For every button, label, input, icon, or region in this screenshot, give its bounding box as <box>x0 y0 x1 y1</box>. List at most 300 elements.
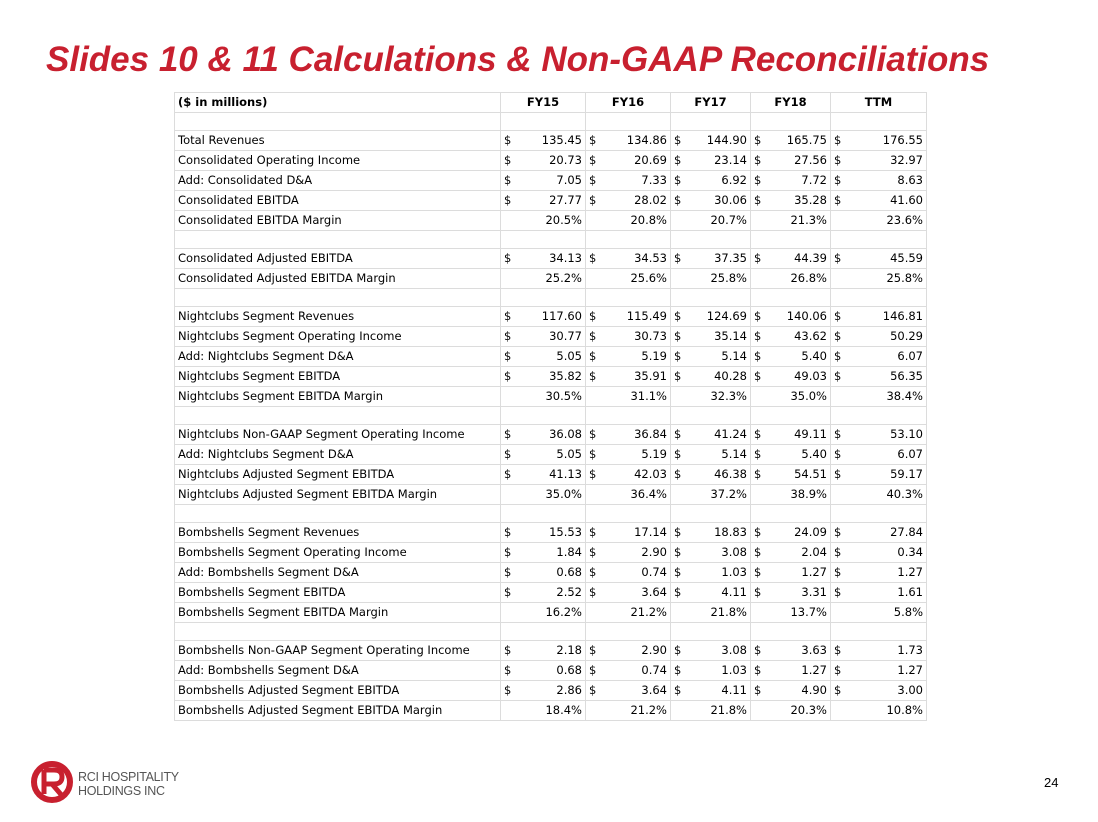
value-cell: 146.81 <box>847 307 927 327</box>
value-cell: 2.18 <box>517 641 586 661</box>
table-row <box>175 387 927 407</box>
table-row <box>175 191 927 211</box>
currency-symbol: $ <box>501 563 517 583</box>
value-cell: 1.27 <box>847 563 927 583</box>
value-cell: 42.03 <box>602 465 671 485</box>
value-cell: 3.64 <box>602 681 671 701</box>
currency-symbol: $ <box>501 465 517 485</box>
value-cell: 124.69 <box>687 307 751 327</box>
table-row <box>175 465 927 485</box>
currency-symbol: $ <box>751 543 767 563</box>
currency-symbol: $ <box>831 523 847 543</box>
spacer-cell <box>671 623 751 641</box>
currency-symbol: $ <box>831 151 847 171</box>
value-cell: 165.75 <box>767 131 831 151</box>
table-row <box>175 425 927 445</box>
spacer-cell <box>175 231 501 249</box>
percent-cell: 16.2% <box>501 603 586 623</box>
value-cell: 2.86 <box>517 681 586 701</box>
currency-symbol: $ <box>586 425 602 445</box>
value-cell: 135.45 <box>517 131 586 151</box>
value-cell: 37.35 <box>687 249 751 269</box>
spacer-cell <box>586 289 671 307</box>
value-cell: 1.03 <box>687 661 751 681</box>
value-cell: 140.06 <box>767 307 831 327</box>
percent-cell: 21.8% <box>671 701 751 721</box>
spacer-row <box>175 623 927 641</box>
currency-symbol: $ <box>671 347 687 367</box>
row-label: Nightclubs Adjusted Segment EBITDA <box>175 465 501 485</box>
spacer-cell <box>586 231 671 249</box>
value-cell: 144.90 <box>687 131 751 151</box>
spacer-cell <box>831 407 927 425</box>
slide-title: Slides 10 & 11 Calculations & Non-GAAP Reconciliations <box>46 40 990 79</box>
value-cell: 41.24 <box>687 425 751 445</box>
value-cell: 5.19 <box>602 445 671 465</box>
currency-symbol: $ <box>751 347 767 367</box>
value-cell: 40.28 <box>687 367 751 387</box>
value-cell: 6.07 <box>847 347 927 367</box>
currency-symbol: $ <box>831 583 847 603</box>
spacer-cell <box>831 231 927 249</box>
value-cell: 18.83 <box>687 523 751 543</box>
spacer-cell <box>751 407 831 425</box>
table-row <box>175 307 927 327</box>
value-cell: 2.90 <box>602 641 671 661</box>
value-cell: 0.68 <box>517 563 586 583</box>
percent-cell: 13.7% <box>751 603 831 623</box>
currency-symbol: $ <box>831 445 847 465</box>
table-row <box>175 131 927 151</box>
value-cell: 1.73 <box>847 641 927 661</box>
value-cell: 1.27 <box>767 563 831 583</box>
currency-symbol: $ <box>751 661 767 681</box>
currency-symbol: $ <box>671 425 687 445</box>
value-cell: 117.60 <box>517 307 586 327</box>
value-cell: 1.27 <box>847 661 927 681</box>
value-cell: 3.31 <box>767 583 831 603</box>
value-cell: 35.82 <box>517 367 586 387</box>
currency-symbol: $ <box>586 523 602 543</box>
row-label: Nightclubs Adjusted Segment EBITDA Margin <box>175 485 501 505</box>
percent-cell: 25.8% <box>671 269 751 289</box>
currency-symbol: $ <box>751 583 767 603</box>
value-cell: 8.63 <box>847 171 927 191</box>
value-cell: 41.60 <box>847 191 927 211</box>
value-cell: 53.10 <box>847 425 927 445</box>
value-cell: 1.03 <box>687 563 751 583</box>
currency-symbol: $ <box>586 563 602 583</box>
percent-cell: 21.8% <box>671 603 751 623</box>
value-cell: 5.40 <box>767 445 831 465</box>
spacer-cell <box>586 407 671 425</box>
spacer-cell <box>751 231 831 249</box>
percent-cell: 35.0% <box>751 387 831 407</box>
row-label: Add: Bombshells Segment D&A <box>175 661 501 681</box>
currency-symbol: $ <box>751 641 767 661</box>
spacer-row <box>175 289 927 307</box>
row-label: Consolidated Adjusted EBITDA <box>175 249 501 269</box>
value-cell: 49.11 <box>767 425 831 445</box>
value-cell: 32.97 <box>847 151 927 171</box>
value-cell: 4.11 <box>687 583 751 603</box>
spacer-cell <box>501 289 586 307</box>
value-cell: 34.13 <box>517 249 586 269</box>
spacer-cell <box>831 289 927 307</box>
percent-cell: 25.2% <box>501 269 586 289</box>
spacer-cell <box>175 623 501 641</box>
currency-symbol: $ <box>671 131 687 151</box>
row-label: Bombshells Segment EBITDA Margin <box>175 603 501 623</box>
currency-symbol: $ <box>586 347 602 367</box>
value-cell: 27.84 <box>847 523 927 543</box>
currency-symbol: $ <box>586 249 602 269</box>
currency-symbol: $ <box>831 641 847 661</box>
currency-symbol: $ <box>501 661 517 681</box>
spacer-row <box>175 231 927 249</box>
logo-line-1: RCI HOSPITALITY <box>78 770 179 784</box>
percent-cell: 20.7% <box>671 211 751 231</box>
table-body <box>175 113 927 721</box>
row-label: Add: Nightclubs Segment D&A <box>175 347 501 367</box>
value-cell: 7.05 <box>517 171 586 191</box>
value-cell: 3.08 <box>687 543 751 563</box>
value-cell: 5.14 <box>687 445 751 465</box>
row-label: Consolidated EBITDA Margin <box>175 211 501 231</box>
currency-symbol: $ <box>501 131 517 151</box>
currency-symbol: $ <box>751 307 767 327</box>
currency-symbol: $ <box>586 151 602 171</box>
spacer-cell <box>501 231 586 249</box>
row-label: Nightclubs Segment EBITDA <box>175 367 501 387</box>
value-cell: 5.40 <box>767 347 831 367</box>
row-label: Add: Bombshells Segment D&A <box>175 563 501 583</box>
table-row <box>175 701 927 721</box>
spacer-cell <box>751 623 831 641</box>
spacer-cell <box>175 113 501 131</box>
currency-symbol: $ <box>586 445 602 465</box>
value-cell: 0.74 <box>602 563 671 583</box>
currency-symbol: $ <box>671 523 687 543</box>
currency-symbol: $ <box>831 131 847 151</box>
value-cell: 27.77 <box>517 191 586 211</box>
percent-cell: 35.0% <box>501 485 586 505</box>
spacer-cell <box>751 113 831 131</box>
currency-symbol: $ <box>586 681 602 701</box>
currency-symbol: $ <box>751 191 767 211</box>
currency-symbol: $ <box>751 327 767 347</box>
value-cell: 49.03 <box>767 367 831 387</box>
currency-symbol: $ <box>751 249 767 269</box>
currency-symbol: $ <box>501 347 517 367</box>
currency-symbol: $ <box>501 681 517 701</box>
currency-symbol: $ <box>671 367 687 387</box>
value-cell: 27.56 <box>767 151 831 171</box>
row-label: Bombshells Adjusted Segment EBITDA <box>175 681 501 701</box>
value-cell: 3.08 <box>687 641 751 661</box>
value-cell: 3.64 <box>602 583 671 603</box>
value-cell: 2.04 <box>767 543 831 563</box>
value-cell: 0.34 <box>847 543 927 563</box>
value-cell: 30.77 <box>517 327 586 347</box>
currency-symbol: $ <box>831 171 847 191</box>
percent-cell: 31.1% <box>586 387 671 407</box>
currency-symbol: $ <box>751 465 767 485</box>
currency-symbol: $ <box>751 131 767 151</box>
rci-logo-mark-icon <box>30 758 78 808</box>
value-cell: 7.72 <box>767 171 831 191</box>
currency-symbol: $ <box>586 131 602 151</box>
currency-symbol: $ <box>831 563 847 583</box>
currency-symbol: $ <box>501 171 517 191</box>
percent-cell: 21.3% <box>751 211 831 231</box>
percent-cell: 21.2% <box>586 701 671 721</box>
currency-symbol: $ <box>501 249 517 269</box>
currency-symbol: $ <box>501 543 517 563</box>
currency-symbol: $ <box>586 543 602 563</box>
value-cell: 1.84 <box>517 543 586 563</box>
value-cell: 35.91 <box>602 367 671 387</box>
currency-symbol: $ <box>501 151 517 171</box>
value-cell: 28.02 <box>602 191 671 211</box>
currency-symbol: $ <box>671 661 687 681</box>
table-row <box>175 661 927 681</box>
value-cell: 6.07 <box>847 445 927 465</box>
currency-symbol: $ <box>671 681 687 701</box>
currency-symbol: $ <box>671 641 687 661</box>
value-cell: 115.49 <box>602 307 671 327</box>
value-cell: 36.08 <box>517 425 586 445</box>
spacer-cell <box>175 407 501 425</box>
currency-symbol: $ <box>751 151 767 171</box>
value-cell: 17.14 <box>602 523 671 543</box>
table-row <box>175 367 927 387</box>
table-row <box>175 603 927 623</box>
spacer-cell <box>671 113 751 131</box>
currency-symbol: $ <box>671 307 687 327</box>
spacer-cell <box>751 505 831 523</box>
value-cell: 44.39 <box>767 249 831 269</box>
currency-symbol: $ <box>831 425 847 445</box>
currency-symbol: $ <box>501 523 517 543</box>
percent-cell: 32.3% <box>671 387 751 407</box>
value-cell: 35.28 <box>767 191 831 211</box>
currency-symbol: $ <box>501 367 517 387</box>
spacer-cell <box>586 505 671 523</box>
currency-symbol: $ <box>831 661 847 681</box>
currency-symbol: $ <box>501 445 517 465</box>
row-label: Consolidated Adjusted EBITDA Margin <box>175 269 501 289</box>
value-cell: 30.73 <box>602 327 671 347</box>
row-label: Consolidated EBITDA <box>175 191 501 211</box>
percent-cell: 18.4% <box>501 701 586 721</box>
table-row <box>175 543 927 563</box>
value-cell: 54.51 <box>767 465 831 485</box>
column-header-fy17: FY17 <box>671 93 751 113</box>
value-cell: 1.27 <box>767 661 831 681</box>
percent-cell: 37.2% <box>671 485 751 505</box>
table-row <box>175 249 927 269</box>
currency-symbol: $ <box>586 191 602 211</box>
spacer-row <box>175 505 927 523</box>
currency-symbol: $ <box>671 583 687 603</box>
currency-symbol: $ <box>586 641 602 661</box>
spacer-cell <box>501 623 586 641</box>
table-row <box>175 269 927 289</box>
currency-symbol: $ <box>751 445 767 465</box>
spacer-cell <box>175 505 501 523</box>
currency-symbol: $ <box>831 543 847 563</box>
currency-symbol: $ <box>586 171 602 191</box>
row-label: Nightclubs Segment Revenues <box>175 307 501 327</box>
column-header-fy15: FY15 <box>501 93 586 113</box>
row-label: Bombshells Non-GAAP Segment Operating Income <box>175 641 501 661</box>
spacer-cell <box>831 505 927 523</box>
currency-symbol: $ <box>586 307 602 327</box>
value-cell: 5.05 <box>517 347 586 367</box>
currency-symbol: $ <box>831 307 847 327</box>
value-cell: 7.33 <box>602 171 671 191</box>
value-cell: 15.53 <box>517 523 586 543</box>
table-row <box>175 211 927 231</box>
row-label: Add: Nightclubs Segment D&A <box>175 445 501 465</box>
table-row <box>175 327 927 347</box>
percent-cell: 38.4% <box>831 387 927 407</box>
value-cell: 20.73 <box>517 151 586 171</box>
table-row <box>175 681 927 701</box>
value-cell: 50.29 <box>847 327 927 347</box>
percent-cell: 20.3% <box>751 701 831 721</box>
value-cell: 4.11 <box>687 681 751 701</box>
row-label: Total Revenues <box>175 131 501 151</box>
percent-cell: 25.6% <box>586 269 671 289</box>
value-cell: 5.19 <box>602 347 671 367</box>
row-label: Nightclubs Non-GAAP Segment Operating Income <box>175 425 501 445</box>
currency-symbol: $ <box>751 425 767 445</box>
percent-cell: 38.9% <box>751 485 831 505</box>
header-label: ($ in millions) <box>175 93 501 113</box>
currency-symbol: $ <box>831 191 847 211</box>
currency-symbol: $ <box>586 583 602 603</box>
value-cell: 5.14 <box>687 347 751 367</box>
currency-symbol: $ <box>586 327 602 347</box>
percent-cell: 25.8% <box>831 269 927 289</box>
percent-cell: 10.8% <box>831 701 927 721</box>
currency-symbol: $ <box>751 171 767 191</box>
spacer-cell <box>671 231 751 249</box>
currency-symbol: $ <box>501 307 517 327</box>
spacer-cell <box>501 113 586 131</box>
currency-symbol: $ <box>586 367 602 387</box>
spacer-cell <box>751 289 831 307</box>
currency-symbol: $ <box>751 681 767 701</box>
reconciliation-table <box>174 92 927 721</box>
percent-cell: 40.3% <box>831 485 927 505</box>
percent-cell: 30.5% <box>501 387 586 407</box>
spacer-cell <box>671 407 751 425</box>
value-cell: 0.74 <box>602 661 671 681</box>
currency-symbol: $ <box>671 151 687 171</box>
spacer-row <box>175 113 927 131</box>
currency-symbol: $ <box>671 171 687 191</box>
spacer-cell <box>831 113 927 131</box>
currency-symbol: $ <box>671 191 687 211</box>
value-cell: 3.00 <box>847 681 927 701</box>
value-cell: 2.90 <box>602 543 671 563</box>
spacer-row <box>175 407 927 425</box>
value-cell: 5.05 <box>517 445 586 465</box>
percent-cell: 21.2% <box>586 603 671 623</box>
currency-symbol: $ <box>831 465 847 485</box>
currency-symbol: $ <box>501 327 517 347</box>
row-label: Nightclubs Segment Operating Income <box>175 327 501 347</box>
value-cell: 34.53 <box>602 249 671 269</box>
value-cell: 23.14 <box>687 151 751 171</box>
currency-symbol: $ <box>671 445 687 465</box>
value-cell: 24.09 <box>767 523 831 543</box>
currency-symbol: $ <box>831 327 847 347</box>
value-cell: 41.13 <box>517 465 586 485</box>
table-row <box>175 347 927 367</box>
currency-symbol: $ <box>751 563 767 583</box>
value-cell: 176.55 <box>847 131 927 151</box>
spacer-cell <box>175 289 501 307</box>
table-row <box>175 583 927 603</box>
row-label: Bombshells Segment Revenues <box>175 523 501 543</box>
currency-symbol: $ <box>751 367 767 387</box>
value-cell: 2.52 <box>517 583 586 603</box>
currency-symbol: $ <box>671 327 687 347</box>
currency-symbol: $ <box>831 367 847 387</box>
currency-symbol: $ <box>586 465 602 485</box>
row-label: Nightclubs Segment EBITDA Margin <box>175 387 501 407</box>
table-row <box>175 171 927 191</box>
spacer-cell <box>501 505 586 523</box>
spacer-cell <box>671 505 751 523</box>
table-row <box>175 563 927 583</box>
logo-line-2: HOLDINGS INC <box>78 784 165 798</box>
value-cell: 0.68 <box>517 661 586 681</box>
table-row <box>175 445 927 465</box>
value-cell: 20.69 <box>602 151 671 171</box>
value-cell: 46.38 <box>687 465 751 485</box>
table-row <box>175 641 927 661</box>
spacer-cell <box>586 113 671 131</box>
currency-symbol: $ <box>671 465 687 485</box>
currency-symbol: $ <box>501 641 517 661</box>
currency-symbol: $ <box>501 583 517 603</box>
currency-symbol: $ <box>831 681 847 701</box>
spacer-cell <box>586 623 671 641</box>
value-cell: 56.35 <box>847 367 927 387</box>
percent-cell: 36.4% <box>586 485 671 505</box>
value-cell: 45.59 <box>847 249 927 269</box>
spacer-cell <box>831 623 927 641</box>
company-logo <box>30 758 200 808</box>
percent-cell: 20.8% <box>586 211 671 231</box>
currency-symbol: $ <box>586 661 602 681</box>
currency-symbol: $ <box>831 347 847 367</box>
table-row <box>175 485 927 505</box>
currency-symbol: $ <box>671 543 687 563</box>
row-label: Add: Consolidated D&A <box>175 171 501 191</box>
value-cell: 4.90 <box>767 681 831 701</box>
currency-symbol: $ <box>671 249 687 269</box>
logo-text <box>78 770 179 798</box>
percent-cell: 5.8% <box>831 603 927 623</box>
percent-cell: 23.6% <box>831 211 927 231</box>
row-label: Bombshells Segment Operating Income <box>175 543 501 563</box>
